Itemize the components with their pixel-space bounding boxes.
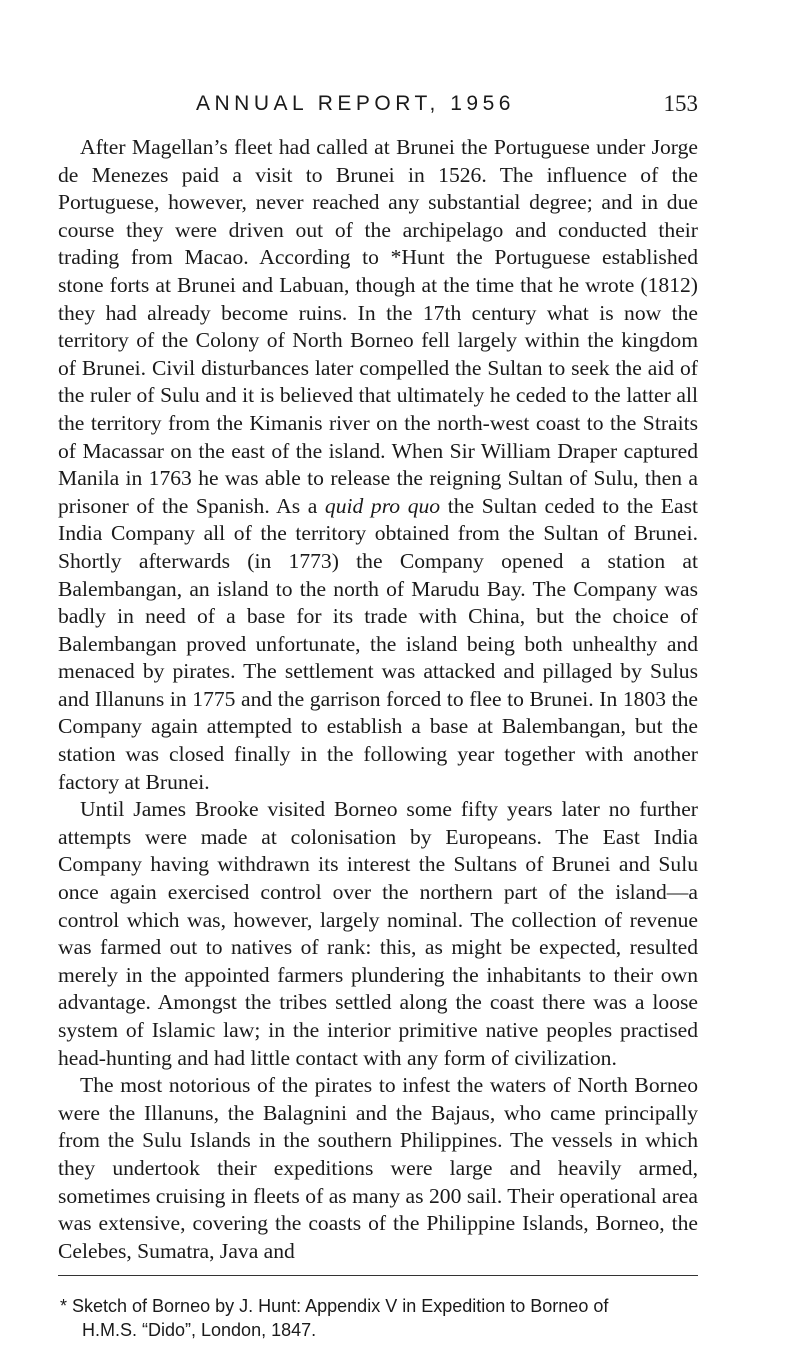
paragraph-1-part-a: After Magellan’s fleet had called at Brunei the Portuguese under Jorge de Menezes paid a visit to Brunei in 1526. The influence of the Portuguese, however, never reached any substantial degree; and in due course they were driven out of the archipelago and conducted their trading from Macao. According to *Hunt the Portuguese established stone forts at Brunei and Labuan, though at the time that he wrote (1812) they had already become ruins. In the 17th century what is now the territory of the Colony of North Borneo fell largely within the kingdom of Brunei. Civil disturbances later compelled the Sultan to seek the aid of the ruler of Sulu and it is believed that ultimately he ceded to the latter all the territory from the Kimanis river on the north-west coast to the Straits of Macassar on the east of the island. When Sir William Draper captured Manila in 1763 he was able to release the reigning Sultan of Sulu, then a prisoner of the Spanish. As a [58,135,698,518]
running-title: ANNUAL REPORT, 1956 [196,92,515,115]
paragraph-1 [58,134,698,796]
running-head [58,84,698,124]
footnote: * Sketch of Borneo by J. Hunt: Appendix V in Expedition to Borneo of H.M.S. “Dido”, London, 1847. [60,1296,609,1341]
paragraph-1-part-b: the Sultan ceded to the East India Company all of the territory obtained from the Sultan of Brunei. Shortly afterwards (in 1773) the Company opened a station at Balembangan, an island to the north of Marudu Bay. The Company was badly in need of a base for its trade with China, but the choice of Balembangan proved unfortunate, the island being both unhealthy and menaced by pirates. The settlement was attacked and pillaged by Sulus and Illanuns in 1775 and the garrison forced to flee to Brunei. In 1803 the Company again attempted to establish a base at Balembangan, but the station was closed finally in the following year together with another factory at Brunei. [58,493,698,794]
paragraph-3: The most notorious of the pirates to infest the waters of North Borneo were the Illanuns, the Balagnini and the Bajaus, who came principally from the Sulu Islands in the southern Philippines. The vessels in which they undertook their expeditions were large and heavily armed, sometimes cruising in fleets of as many as 200 sail. Their operational area was extensive, covering the coasts of the Philippine Islands, Borneo, the Celebes, Sumatra, Java and [58,1073,698,1263]
paragraph-2: Until James Brooke visited Borneo some fifty years later no further attempts were made at colonisation by Europeans. The East India Company having withdrawn its interest the Sultans of Brunei and Sulu once again exercised control over the northern part of the island—a control which was, however, largely nominal. The collection of revenue was farmed out to natives of rank: this, as might be expected, resulted merely in the appointed farmers plundering the inhabitants to their own advantage. Amongst the tribes settled along the coast there was a loose system of Islamic law; in the interior primitive native peoples practised head-hunting and had little contact with any form of civilization. [58,797,698,1070]
latin-phrase: quid pro quo [324,493,441,518]
footnote-divider [58,1275,698,1276]
document-page [58,84,698,1342]
body-text [58,134,698,1265]
page-number: 153 [663,91,698,116]
